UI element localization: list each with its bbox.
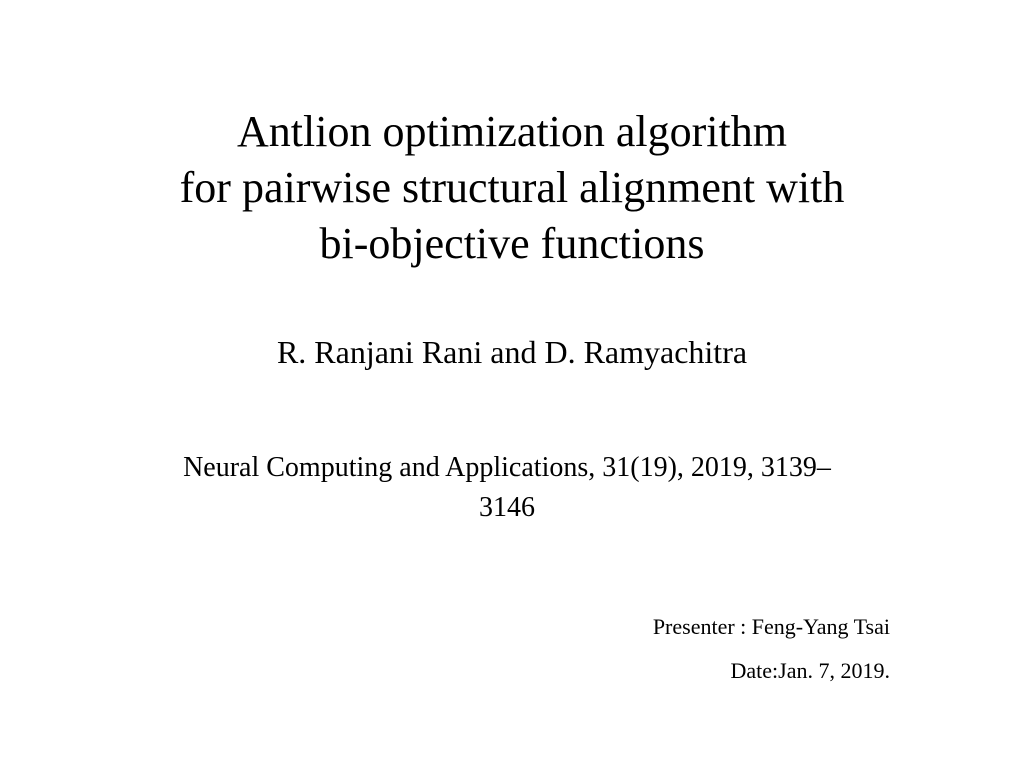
citation-line-2: 3146 [479,492,535,523]
presentation-date: Date:Jan. 7, 2019. [730,658,890,683]
authors: R. Ranjani Rani and D. Ramyachitra [276,334,748,370]
citation-line-1: Neural Computing and Applications, 31(19), 2019, 3139– [183,452,831,483]
slide-title-line-1: Antlion optimization algorithm [237,107,787,156]
slide-title-line-2: for pairwise structural alignment with [179,163,845,212]
slide-title-line-3: bi-objective functions [319,219,705,268]
presenter: Presenter : Feng-Yang Tsai [652,614,890,639]
citation [92,448,922,528]
slide-title [62,104,962,272]
